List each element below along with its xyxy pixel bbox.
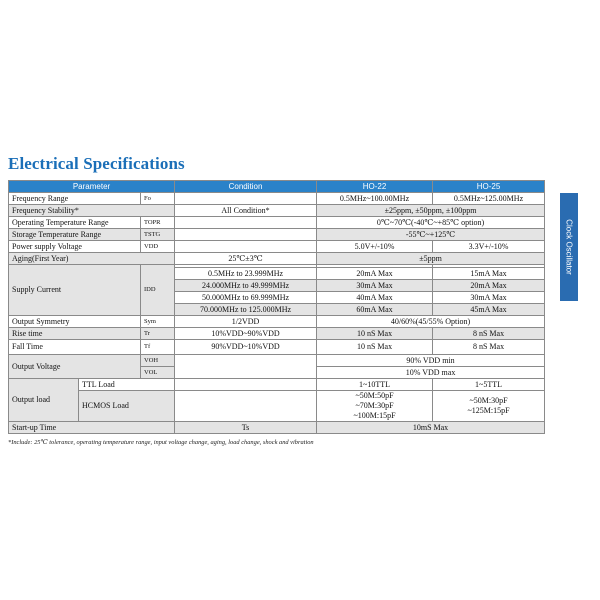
cell-value: 10mS Max [317, 422, 545, 434]
cell-ho25: 1~5TTL [433, 379, 545, 391]
cmos-ho22-line: ~100M:15pF [353, 411, 396, 420]
header-parameter: Parameter [9, 181, 175, 193]
table-row [9, 379, 545, 391]
table-row [9, 229, 545, 241]
table-row [9, 422, 545, 434]
cell-ho22: 0.5MHz~100.00MHz [317, 193, 433, 205]
table-row [9, 241, 545, 253]
table-header [9, 181, 545, 193]
row-label: Aging(First Year) [9, 253, 175, 265]
cell-value: ±5ppm [317, 253, 545, 265]
table-row [9, 253, 545, 265]
cell-ho25: 3.3V+/-10% [433, 241, 545, 253]
cell-ho25: 8 nS Max [433, 340, 545, 355]
row-label: Supply Current [9, 265, 141, 316]
row-label: Frequency Range [9, 193, 141, 205]
table-row [9, 193, 545, 205]
cell-ho25 [433, 391, 545, 422]
table-row [9, 391, 545, 422]
cell-ho22: 10 nS Max [317, 340, 433, 355]
row-condition: 10%VDD~90%VDD [175, 328, 317, 340]
cell-ho25: 0.5MHz~125.00MHz [433, 193, 545, 205]
row-symbol: Fo [141, 193, 175, 205]
row-label: Start-up Time [9, 422, 175, 434]
row-symbol: VOL [141, 367, 175, 379]
row-condition [175, 229, 317, 241]
row-label: Rise time [9, 328, 141, 340]
cell-ho22: 20mA Max [317, 268, 433, 280]
table-row [9, 205, 545, 217]
row-condition: All Condition* [175, 205, 317, 217]
cmos-ho22-line: ~70M:30pF [355, 401, 394, 410]
row-condition: 70.000MHz to 125.000MHz [175, 304, 317, 316]
cell-ho22: 1~10TTL [317, 379, 433, 391]
footnote: *Include: 25℃ tolerance, operating temperature range, input voltage change, aging, load change, shock and vibration [8, 439, 314, 446]
row-condition: 25℃±3℃ [175, 253, 317, 265]
cell-ho25: 20mA Max [433, 280, 545, 292]
row-condition: 50.000MHz to 69.999MHz [175, 292, 317, 304]
row-label: Operating Temperature Range [9, 217, 141, 229]
header-ho25: HO-25 [433, 181, 545, 193]
side-tab[interactable] [560, 193, 578, 301]
cell-ho22: 10 nS Max [317, 328, 433, 340]
cmos-ho22-line: ~50M:50pF [355, 391, 394, 400]
row-condition [175, 355, 317, 379]
row-label: Storage Temperature Range [9, 229, 141, 241]
row-symbol: Tr [141, 328, 175, 340]
cmos-ho25-line: ~125M:15pF [467, 406, 510, 415]
header-condition: Condition [175, 181, 317, 193]
row-sublabel: TTL Load [79, 379, 175, 391]
row-condition [175, 379, 317, 391]
table-row [9, 328, 545, 340]
table-row [9, 355, 545, 367]
spec-table [8, 180, 545, 434]
cell-value: 10% VDD max [317, 367, 545, 379]
row-symbol: Sym [141, 316, 175, 328]
row-label: Output Symmetry [9, 316, 141, 328]
row-symbol: IDD [141, 265, 175, 316]
row-label: Fall Time [9, 340, 141, 355]
cell-value: 0℃~70℃(-40℃~+85℃ option) [317, 217, 545, 229]
cell-ho25: 45mA Max [433, 304, 545, 316]
cell-ho22: 40mA Max [317, 292, 433, 304]
row-condition [175, 193, 317, 205]
table-row [9, 217, 545, 229]
cell-ho25: 30mA Max [433, 292, 545, 304]
row-condition: Ts [175, 422, 317, 434]
row-symbol: TOPR [141, 217, 175, 229]
row-label: Output Voltage [9, 355, 141, 379]
cell-ho25: 8 nS Max [433, 328, 545, 340]
cell-ho22: 60mA Max [317, 304, 433, 316]
table-row [9, 340, 545, 355]
header-ho22: HO-22 [317, 181, 433, 193]
cell-ho22 [317, 391, 433, 422]
cell-value: 40/60%(45/55% Option) [317, 316, 545, 328]
row-condition: 90%VDD~10%VDD [175, 340, 317, 355]
page-title: Electrical Specifications [8, 154, 185, 173]
cmos-ho25-line: ~50M:30pF [469, 396, 508, 405]
row-condition [175, 391, 317, 422]
row-sublabel: HCMOS Load [79, 391, 175, 422]
table-row [9, 316, 545, 328]
row-condition: 1/2VDD [175, 316, 317, 328]
cell-ho25: 15mA Max [433, 268, 545, 280]
row-condition: 24.000MHz to 49.999MHz [175, 280, 317, 292]
cell-value: ±25ppm, ±50ppm, ±100ppm [317, 205, 545, 217]
row-symbol: VOH [141, 355, 175, 367]
cell-ho22: 5.0V+/-10% [317, 241, 433, 253]
row-label: Output load [9, 379, 79, 422]
row-symbol: VDD [141, 241, 175, 253]
row-condition [175, 241, 317, 253]
row-label: Power supply Voltage [9, 241, 141, 253]
side-tab-label: Clock Oscillator [564, 219, 574, 275]
cell-value: 90% VDD min [317, 355, 545, 367]
cell-value: -55℃~+125℃ [317, 229, 545, 241]
row-symbol: Tf [141, 340, 175, 355]
row-condition [175, 217, 317, 229]
row-label: Frequency Stability* [9, 205, 175, 217]
row-symbol: TSTG [141, 229, 175, 241]
cell-ho22: 30mA Max [317, 280, 433, 292]
row-condition: 0.5MHz to 23.999MHz [175, 268, 317, 280]
